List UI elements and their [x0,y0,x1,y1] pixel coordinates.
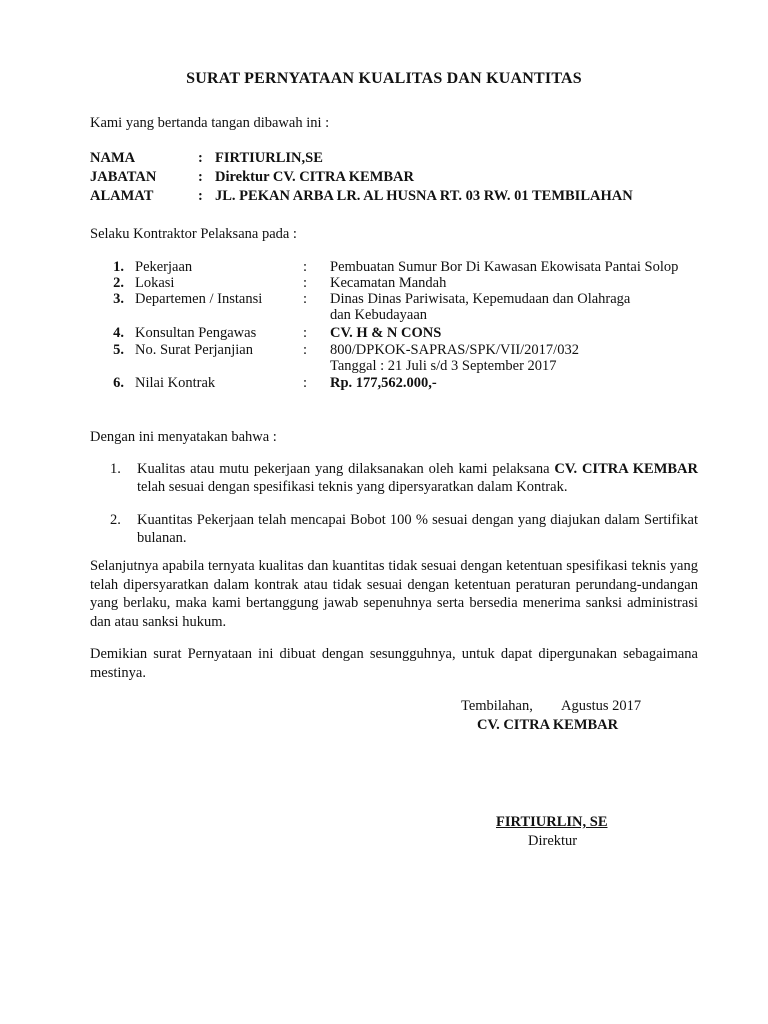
detail-number: 4. [113,325,124,341]
signature-date: Agustus 2017 [561,698,642,714]
identity-value: FIRTIURLIN,SE [215,150,323,166]
statement-number: 2. [110,512,121,528]
detail-value-continued: Tanggal : 21 Juli s/d 3 September 2017 [330,358,557,374]
statement-quality [110,460,698,496]
detail-value-continued: dan Kebudayaan [330,307,428,323]
detail-value: Dinas Dinas Pariwisata, Kepemudaan dan Olahraga [330,291,631,307]
liability-paragraph: Selanjutnya apabila ternyata kualitas dan kuantitas tidak sesuai dengan ketentuan spesifikasi teknis yang telah dipersyaratkan dalam kontrak atau tidak sesuai dengan ketentuan peraturan perundang-undangan yang berlaku, maka kami bertanggung jawab sepenuhnya serta bersedia menerima sanksi administrasi dan atau sanksi hukum. [90,558,698,630]
statement-text: telah sesuai dengan spesifikasi teknis yang dipersyaratkan dalam Kontrak. [137,479,568,495]
detail-label: Departemen / Instansi [135,291,263,307]
document-title: SURAT PERNYATAAN KUALITAS DAN KUANTITAS [186,70,582,87]
statement-company: CV. CITRA KEMBAR [554,461,699,477]
detail-colon: : [303,291,308,307]
detail-colon: : [303,342,308,358]
detail-label: Lokasi [135,275,175,291]
detail-value: Pembuatan Sumur Bor Di Kawasan Ekowisata Pantai Solop [330,259,679,275]
identity-label: ALAMAT [90,188,154,204]
signature-place: Tembilahan, [461,698,533,714]
signatory-name: FIRTIURLIN, SE [496,814,608,830]
statement-quantity [110,511,698,547]
detail-colon: : [303,375,308,391]
detail-colon: : [303,275,308,291]
identity-label: NAMA [90,150,136,166]
detail-number: 2. [113,275,124,291]
identity-colon: : [198,188,203,204]
identity-value: JL. PEKAN ARBA LR. AL HUSNA RT. 03 RW. 01 TEMBILAHAN [215,188,633,204]
identity-colon: : [198,150,203,166]
detail-label: No. Surat Perjanjian [135,342,253,358]
detail-colon: : [303,325,308,341]
signatory-position: Direktur [528,833,578,849]
statement-body [137,460,698,496]
detail-label: Pekerjaan [135,259,193,275]
contractor-intro: Selaku Kontraktor Pelaksana pada : [90,226,297,242]
statement-text: Kualitas atau mutu pekerjaan yang dilaksanakan oleh kami pelaksana [137,461,550,477]
detail-label: Nilai Kontrak [135,375,216,391]
identity-colon: : [198,169,203,185]
signature-company: CV. CITRA KEMBAR [477,717,619,733]
intro-text: Kami yang bertanda tangan dibawah ini : [90,115,330,131]
detail-value: Rp. 177,562.000,- [330,375,437,391]
statement-number: 1. [110,461,121,477]
detail-number: 1. [113,259,124,275]
statement-body: Kuantitas Pekerjaan telah mencapai Bobot 100 % sesuai dengan yang diajukan dalam Sertifikat bulanan. [137,512,698,546]
detail-value: Kecamatan Mandah [330,275,447,291]
closing-paragraph: Demikian surat Pernyataan ini dibuat dengan sesungguhnya, untuk dapat dipergunakan sebagaimana mestinya. [90,646,698,681]
detail-label: Konsultan Pengawas [135,325,257,341]
detail-number: 5. [113,342,124,358]
detail-colon: : [303,259,308,275]
declaration-intro: Dengan ini menyatakan bahwa : [90,429,277,445]
detail-number: 6. [113,375,124,391]
identity-value: Direktur CV. CITRA KEMBAR [215,169,414,185]
detail-number: 3. [113,291,124,307]
identity-label: JABATAN [90,169,157,185]
detail-value: CV. H & N CONS [330,325,442,341]
detail-value: 800/DPKOK-SAPRAS/SPK/VII/2017/032 [330,342,579,358]
